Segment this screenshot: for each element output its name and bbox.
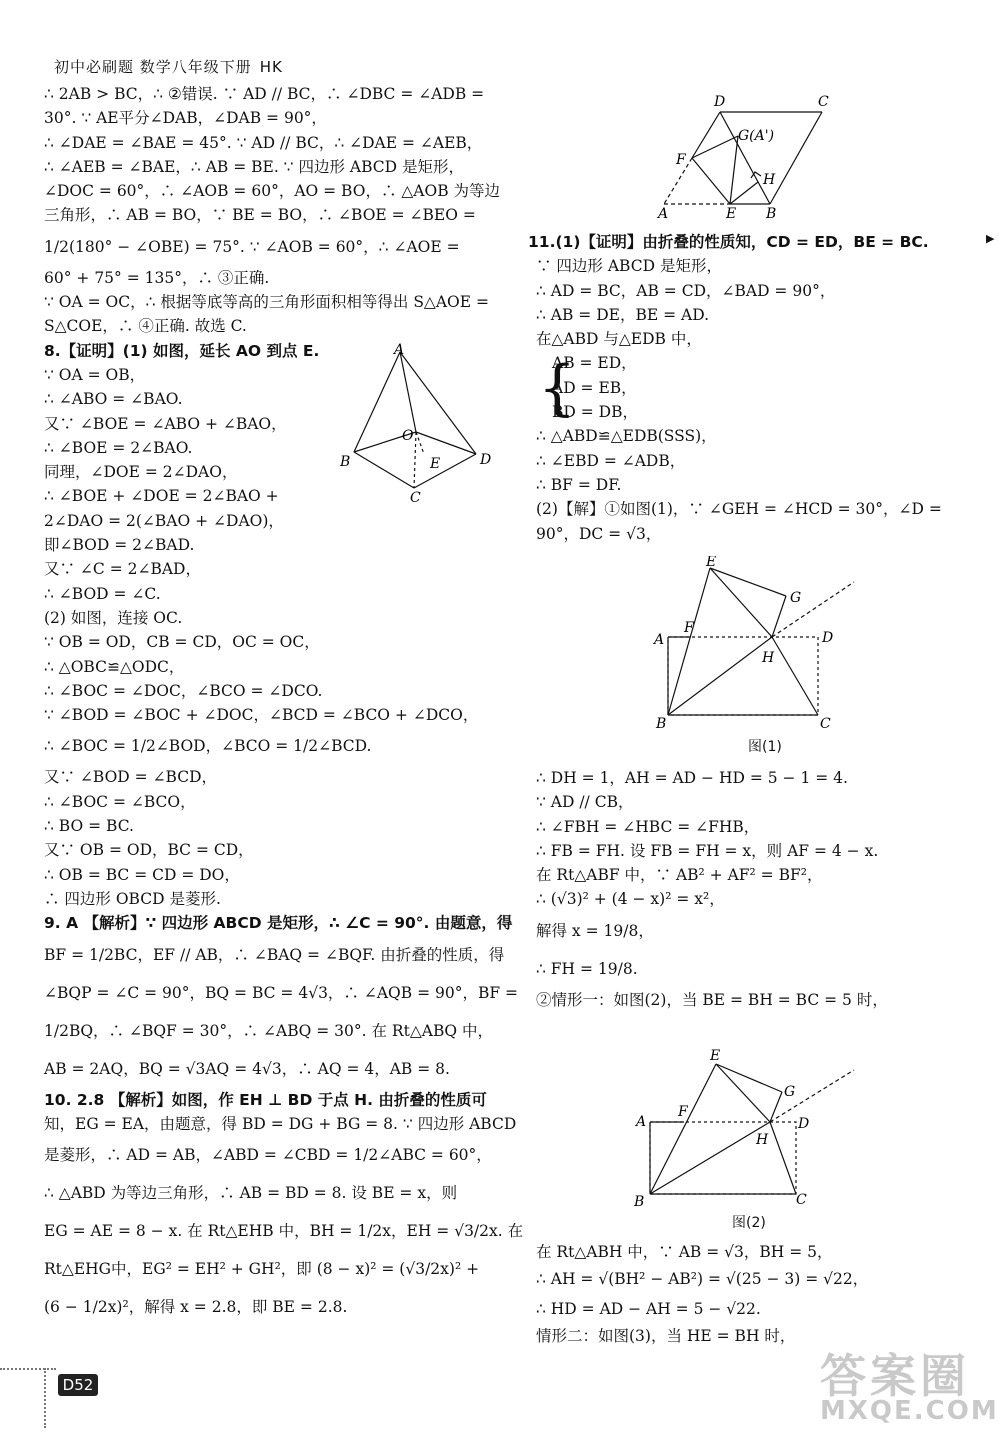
text-line: 知，EG = EA，由题意，得 BD = DG + BG = 8. ∵ 四边形 ABCD xyxy=(44,1114,517,1133)
segment-ab xyxy=(354,352,400,452)
extension-line xyxy=(770,1070,854,1122)
text-line: 在 Rt△ABH 中，∵ AB = √3，BH = 5， xyxy=(536,1243,833,1261)
segment-eh xyxy=(716,1064,770,1122)
segment-be xyxy=(668,568,710,715)
segment-eh xyxy=(710,568,772,637)
segment-ge xyxy=(730,136,738,204)
text-line: 60° + 75° = 135°，∴ ③正确. xyxy=(44,268,270,287)
text-line: ∴ 四边形 OBCD 是菱形. xyxy=(44,889,221,908)
label-b: B xyxy=(634,1194,645,1208)
figure-1-caption: 图(1) xyxy=(748,739,782,755)
figure-2-caption: 图(2) xyxy=(732,1215,766,1231)
label-o: O xyxy=(402,428,414,444)
page-header xyxy=(54,56,283,77)
text-line: ∵ OB = OD，CB = CD，OC = OC， xyxy=(44,633,320,652)
label-d: D xyxy=(798,1116,810,1132)
label-e: E xyxy=(726,206,737,222)
text-line: 2∠DAO = 2(∠BAO + ∠DAO)， xyxy=(44,511,284,530)
book-title: 初中必刷题 数学八年级下册 xyxy=(54,58,252,76)
segment-bc xyxy=(354,452,414,488)
text-line: ∴ ∠BOC = ∠DOC，∠BCO = ∠DCO. xyxy=(44,681,323,700)
text-line: (2)【解】①如图(1)，∵ ∠GEH = ∠HCD = 30°，∠D = xyxy=(536,500,942,519)
problem-9-heading: 9. A 【解析】∵ 四边形 ABCD 是矩形，∴ ∠C = 90°. 由题意，得 xyxy=(44,914,513,933)
segment-hc xyxy=(772,637,818,715)
label-c: C xyxy=(820,716,831,732)
text-line: ∠DOC = 60°，∴ ∠AOB = 60°，AO = BO，∴ △AOB 为等边 xyxy=(44,182,501,201)
label-h: H xyxy=(763,172,776,188)
label-g: G(A') xyxy=(738,128,775,144)
segment-gh xyxy=(770,1092,782,1122)
text-line: 1/2(180° − ∠OBE) = 75°. ∵ ∠AOB = 60°，∴ ∠AOE = xyxy=(44,237,460,256)
text-line: 又∵ OB = OD，BC = CD， xyxy=(44,841,254,860)
label-c: C xyxy=(410,490,421,506)
text-line: ∴ △ABD≌△EDB(SSS)， xyxy=(536,427,717,446)
text-line: ∴ AB = DE，BE = AD. xyxy=(536,305,709,324)
label-b: B xyxy=(766,206,777,222)
segment-eh xyxy=(730,182,758,204)
right-column-middle xyxy=(528,766,968,1012)
text-line: ∠BQP = ∠C = 90°，BQ = BC = 4√3，∴ ∠AQB = 90°，BF = xyxy=(44,983,519,1002)
label-e: E xyxy=(706,556,717,570)
text-line: 是菱形，∴ AD = AB，∠ABD = ∠CBD = 1/2∠ABC = 60°， xyxy=(44,1146,492,1165)
text-line: ∴ △ABD 为等边三角形，∴ AB = BD = 8. 设 BE = x，则 xyxy=(44,1184,458,1203)
text-line: 又∵ ∠C = 2∠BAD， xyxy=(44,560,201,579)
label-f: F xyxy=(678,1104,688,1120)
text-line: ∴ ∠EBD = ∠ADB， xyxy=(536,451,686,470)
extension-line xyxy=(772,582,854,637)
segment-oc xyxy=(414,432,416,488)
page-turn-arrow-icon: ▶ xyxy=(986,232,995,245)
segment-eg xyxy=(710,568,786,596)
text-line: 又∵ ∠BOE = ∠ABO + ∠BAO， xyxy=(44,414,287,433)
text-line: BD = DB， xyxy=(552,403,638,422)
text-line: ∴ △OBC≌△ODC， xyxy=(44,657,185,676)
right-column-bottom xyxy=(528,1240,968,1349)
text-line: ∴ BO = BC. xyxy=(44,817,134,836)
text-line: 三角形，∴ AB = BO，∵ BE = BO，∴ ∠BOE = ∠BEO = xyxy=(44,206,476,225)
text-line: (2) 如图，连接 OC. xyxy=(44,608,183,627)
text-line: ∴ ∠BOC = 1/2∠BOD，∠BCO = 1/2∠BCD. xyxy=(44,737,372,756)
segment-gh xyxy=(772,596,786,637)
edition-label: HK xyxy=(259,58,283,76)
label-b: B xyxy=(656,716,667,732)
right-column-top xyxy=(528,230,968,546)
problem-11-heading: 11.(1)【证明】由折叠的性质知，CD = ED，BE = BC. xyxy=(528,233,929,251)
rhombus-figure xyxy=(650,92,840,222)
label-a: A xyxy=(654,632,665,648)
text-line: ∴ ∠BOE + ∠DOE = 2∠BAO + xyxy=(44,487,279,506)
label-d: D xyxy=(714,94,726,110)
text-line: 情形二：如图(3)，当 HE = BH 时， xyxy=(536,1327,796,1346)
label-g: G xyxy=(784,1084,796,1100)
kite-figure xyxy=(336,342,496,507)
segment-eg xyxy=(716,1064,782,1092)
label-h: H xyxy=(756,1132,769,1148)
text-line: ∴ ∠BOD = ∠C. xyxy=(44,584,161,603)
left-column xyxy=(44,82,524,1326)
text-line: AB = ED， xyxy=(552,354,637,373)
label-f: F xyxy=(676,152,686,168)
segment-cb xyxy=(770,112,822,204)
watermark-logo-text: 答案圈 xyxy=(820,1349,970,1403)
segment-do xyxy=(416,432,476,454)
text-line: Rt△EHG中，EG² = EH² + GH²，即 (8 − x)² = (√3/2x)² + xyxy=(44,1260,480,1279)
text-line: ∵ OA = OB， xyxy=(44,365,146,384)
problem-8-heading: 8.【证明】(1) 如图，延长 AO 到点 E. xyxy=(44,341,320,360)
label-b: B xyxy=(340,454,351,470)
text-line: 解得 x = 19/8， xyxy=(536,921,654,940)
text-line: ∴ ∠BOC = ∠BCO， xyxy=(44,792,196,811)
text-line: 30°. ∵ AE平分∠DAB，∠DAB = 90°， xyxy=(44,109,327,128)
text-line: 即∠BOD = 2∠BAD. xyxy=(44,536,195,555)
text-line: ∵ ∠BOD = ∠BOC + ∠DOC，∠BCD = ∠BCO + ∠DCO， xyxy=(44,706,479,725)
fold-figure-1 xyxy=(648,556,860,736)
text-line: ②情形一：如图(2)，当 BE = BH = BC = 5 时， xyxy=(536,990,888,1009)
watermark-url: MXQE.COM xyxy=(820,1396,999,1426)
segment-bh xyxy=(668,637,772,715)
text-line: ∴ FB = FH. 设 FB = FH = x，则 AF = 4 − x. xyxy=(536,841,879,860)
label-a: A xyxy=(658,206,669,222)
segment-hc xyxy=(770,1122,796,1194)
label-d: D xyxy=(480,452,492,468)
text-line: AD = EB， xyxy=(552,378,637,397)
text-line: ∴ AD = BC，AB = CD，∠BAD = 90°， xyxy=(536,281,836,300)
diagonal-db xyxy=(720,112,770,204)
text-line: BF = 1/2BC，EF // AB，∴ ∠BAQ = ∠BQF. 由折叠的性质，得 xyxy=(44,945,505,964)
label-a: A xyxy=(636,1114,647,1130)
label-c: C xyxy=(818,94,829,110)
segment-ao xyxy=(400,352,416,432)
label-h: H xyxy=(762,650,775,666)
label-d: D xyxy=(822,630,834,646)
watermark xyxy=(820,1340,999,1426)
text-line: 在 Rt△ABF 中，∵ AB² + AF² = BF²， xyxy=(536,866,823,885)
text-line: AB = 2AQ，BQ = √3AQ = 4√3，∴ AQ = 4，AB = 8. xyxy=(44,1059,450,1078)
segment-oe xyxy=(416,432,424,454)
text-line: S△COE，∴ ④正确. 故选 C. xyxy=(44,317,247,336)
text-line: ∴ ∠BOE = 2∠BAO. xyxy=(44,438,193,457)
text-line: (6 − 1/2x)²，解得 x = 2.8，即 BE = 2.8. xyxy=(44,1298,348,1317)
text-line: 在△ABD 与△EDB 中， xyxy=(536,330,702,349)
text-line: ∵ AD // CB， xyxy=(536,793,634,812)
label-f: F xyxy=(684,620,694,636)
text-line: ∴ DH = 1，AH = AD − HD = 5 − 1 = 4. xyxy=(536,769,848,787)
system-brace-group xyxy=(528,351,968,424)
text-line: 90°，DC = √3， xyxy=(536,524,662,543)
text-line: ∵ OA = OC，∴ 根据等底等高的三角形面积相等得出 S△AOE = xyxy=(44,293,489,312)
text-line: 同理，∠DOE = 2∠DAO， xyxy=(44,463,238,482)
text-line: 1/2BQ，∴ ∠BQF = 30°，∴ ∠ABQ = 30°. 在 Rt△ABQ 中， xyxy=(44,1021,493,1040)
label-a: A xyxy=(394,342,405,358)
text-line: ∵ 四边形 ABCD 是矩形， xyxy=(536,257,722,276)
text-line: ∴ OB = BC = CD = DO， xyxy=(44,865,240,884)
label-e: E xyxy=(430,456,441,472)
label-g: G xyxy=(790,590,802,606)
label-c: C xyxy=(796,1192,807,1208)
dotted-corner-line xyxy=(0,1368,56,1370)
label-e: E xyxy=(710,1048,721,1064)
text-line: 又∵ ∠BOD = ∠BCD， xyxy=(44,768,218,787)
brace-symbol: { xyxy=(538,353,577,424)
text-line: ∴ FH = 19/8. xyxy=(536,959,638,978)
segment-dc xyxy=(414,454,476,488)
text-line: ∴ ∠AEB = ∠BAE，∴ AB = BE. ∵ 四边形 ABCD 是矩形， xyxy=(44,157,464,176)
text-line: EG = AE = 8 − x. 在 Rt△EHB 中，BH = 1/2x，EH = √3/2x. 在 xyxy=(44,1222,524,1241)
text-line: ∴ AH = √(BH² − AB²) = √(25 − 3) = √22， xyxy=(536,1270,869,1289)
text-line: ∴ 2AB > BC，∴ ②错误. ∵ AD // BC，∴ ∠DBC = ∠ADB = xyxy=(44,85,485,103)
page-number: D52 xyxy=(58,1374,98,1396)
text-line: ∴ BF = DF. xyxy=(536,475,622,494)
fold-figure-2 xyxy=(630,1044,860,1208)
dotted-corner-line-vertical xyxy=(44,1368,46,1428)
fold-line-fe xyxy=(692,158,730,204)
problem-10-heading: 10. 2.8 【解析】如图，作 EH ⊥ BD 于点 H. 由折叠的性质可 xyxy=(44,1090,487,1109)
text-line: ∴ ∠DAE = ∠BAE = 45°. ∵ AD // BC，∴ ∠DAE = ∠AEB， xyxy=(44,133,483,152)
text-line: ∴ ∠ABO = ∠BAO. xyxy=(44,390,183,409)
text-line: ∴ HD = AD − AH = 5 − √22. xyxy=(536,1300,761,1319)
text-line: ∴ ∠FBH = ∠HBC = ∠FHB， xyxy=(536,817,760,836)
text-line: ∴ (√3)² + (4 − x)² = x²， xyxy=(536,890,725,909)
